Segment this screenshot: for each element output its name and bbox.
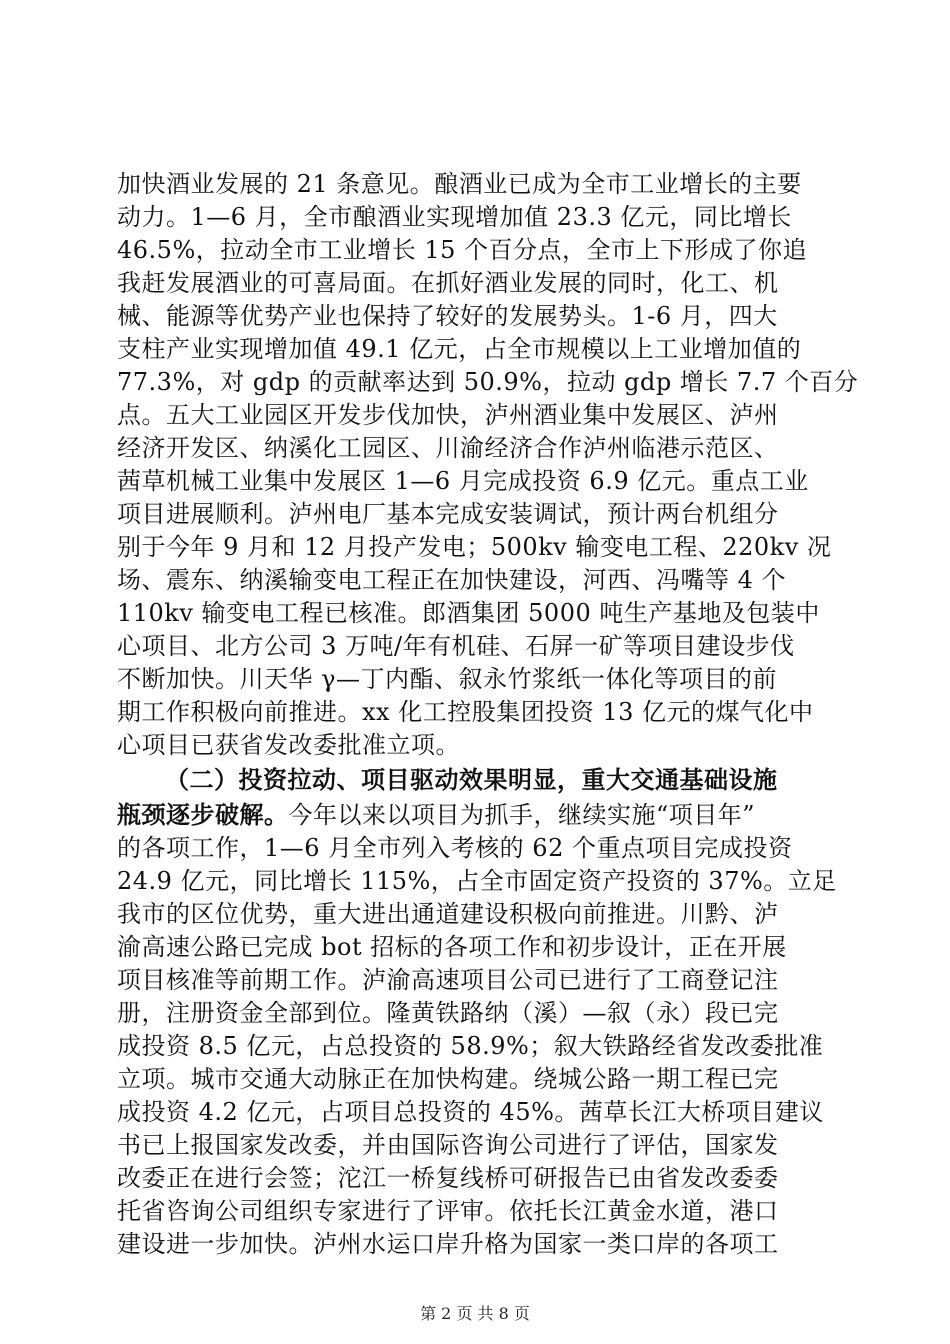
text-line: 心项目已获省发改委批准立项。 bbox=[117, 731, 460, 759]
text-line: 托省咨询公司组织专家进行了评审。依托长江黄金水道，港口 bbox=[117, 1197, 779, 1225]
text-line: 加快酒业发展的 21 条意见。酿酒业已成为全市工业增长的主要 bbox=[117, 170, 802, 198]
section-heading bbox=[117, 762, 837, 797]
page-footer: 第 2 页 共 8 页 bbox=[420, 1304, 530, 1323]
text-line: 77.3%，对 gdp 的贡献率达到 50.9%，拉动 gdp 增长 7.7 个百分 bbox=[117, 368, 859, 396]
text-line: 项目进展顺利。泸州电厂基本完成安装调试，预计两台机组分 bbox=[117, 500, 779, 528]
text-line: 的各项工作，1—6 月全市列入考核的 62 个重点项目完成投资 bbox=[117, 834, 793, 862]
text-line: 我赶发展酒业的可喜局面。在抓好酒业发展的同时，化工、机 bbox=[117, 269, 779, 297]
text-line: 成投资 8.5 亿元，占总投资的 58.9%；叙大铁路经省发改委批准 bbox=[117, 1032, 824, 1060]
text-line: 茜草机械工业集中发展区 1—6 月完成投资 6.9 亿元。重点工业 bbox=[117, 467, 809, 495]
text-line: 械、能源等优势产业也保持了较好的发展势头。1-6 月，四大 bbox=[117, 302, 778, 330]
text-line: 我市的区位优势，重大进出通道建设积极向前推进。川黔、泸 bbox=[117, 900, 779, 928]
text-line: 书已上报国家发改委，并由国际咨询公司进行了评估，国家发 bbox=[117, 1131, 779, 1159]
text-line-rest: 今年以来以项目为抓手，继续实施“项目年” bbox=[288, 801, 756, 829]
text-line: 项目核准等前期工作。泸渝高速项目公司已进行了工商登记注 bbox=[117, 966, 779, 994]
section-heading-tail: 瓶颈逐步破解。 bbox=[117, 800, 289, 829]
text-line: 24.9 亿元，同比增长 115%，占全市固定资产投资的 37%。立足 bbox=[117, 867, 837, 895]
text-line: 渝高速公路已完成 bot 招标的各项工作和初步设计，正在开展 bbox=[117, 933, 787, 961]
text-line: 经济开发区、纳溪化工园区、川渝经济合作泸州临港示范区、 bbox=[117, 434, 779, 462]
text-line: 改委正在进行会签；沱江一桥复线桥可研报告已由省发改委委 bbox=[117, 1164, 779, 1192]
body-text bbox=[117, 168, 859, 1261]
text-line: 动力。1—6 月，全市酿酒业实现增加值 23.3 亿元，同比增长 bbox=[117, 203, 792, 231]
text-line: 成投资 4.2 亿元，占项目总投资的 45%。茜草长江大桥项目建议 bbox=[117, 1098, 824, 1126]
text-line: 场、震东、纳溪输变电工程正在加快建设，河西、冯嘴等 4 个 bbox=[117, 566, 787, 594]
text-line: 110kv 输变电工程已核准。郎酒集团 5000 吨生产基地及包装中 bbox=[117, 599, 820, 627]
text-line: 期工作积极向前推进。xx 化工控股集团投资 13 亿元的煤气化中 bbox=[117, 698, 814, 726]
text-line: 心项目、北方公司 3 万吨/年有机硅、石屏一矿等项目建设步伐 bbox=[117, 632, 795, 660]
text-line bbox=[117, 797, 837, 832]
paragraph-2 bbox=[117, 762, 837, 1261]
text-line: 册，注册资金全部到位。隆黄铁路纳（溪）—叙（永）段已完 bbox=[117, 999, 779, 1027]
section-heading-text: （二）投资拉动、项目驱动效果明显，重大交通基础设施 bbox=[165, 765, 778, 794]
paragraph-1 bbox=[117, 168, 859, 762]
text-line: 46.5%，拉动全市工业增长 15 个百分点，全市上下形成了你追 bbox=[117, 236, 808, 264]
text-line: 不断加快。川天华 γ—丁内酯、叙永竹浆纸一体化等项目的前 bbox=[117, 665, 777, 693]
text-line: 别于今年 9 月和 12 月投产发电；500kv 输变电工程、220kv 况 bbox=[117, 533, 832, 561]
text-line: 立项。城市交通大动脉正在加快构建。绕城公路一期工程已完 bbox=[117, 1065, 779, 1093]
text-line: 支柱产业实现增加值 49.1 亿元，占全市规模以上工业增加值的 bbox=[117, 335, 802, 363]
text-line: 建设进一步加快。泸州水运口岸升格为国家一类口岸的各项工 bbox=[117, 1230, 779, 1258]
text-line: 点。五大工业园区开发步伐加快，泸州酒业集中发展区、泸州 bbox=[117, 401, 779, 429]
